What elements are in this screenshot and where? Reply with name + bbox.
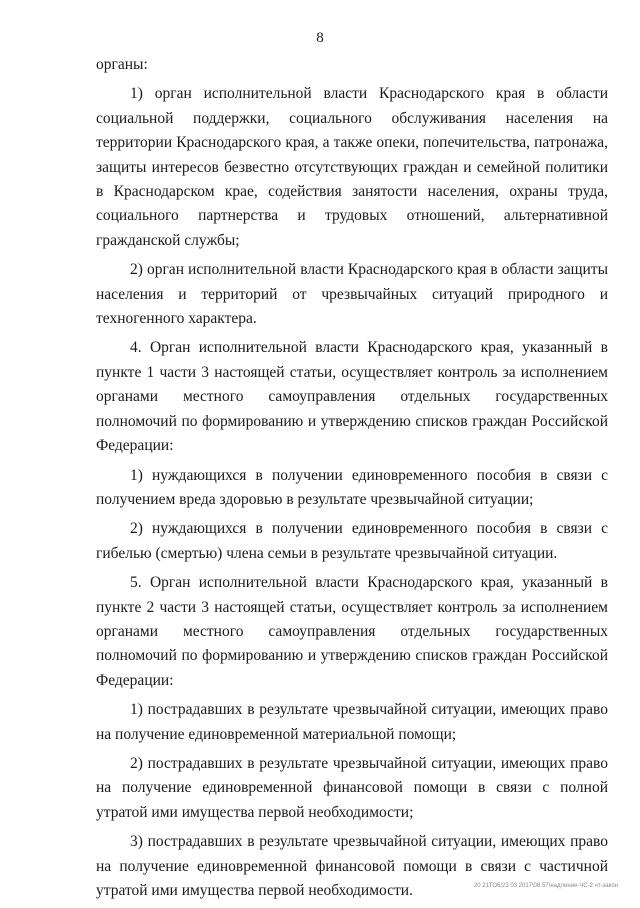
paragraph-item-1-social-authority: 1) орган исполнительной власти Краснодарского края в области социальной поддержки, социального обслуживания населения на территории Краснодарского края, а также опеки, попечительства, патронажа, защиты интересов безвестно отсутствующих граждан и семейной политики в Краснодарском крае, содействия занятости населения, охраны труда, социального партнерства и трудовых отношений, альтернативной гражданской службы;: [96, 85, 608, 249]
paragraph-clause-5-item-2: 2) пострадавших в результате чрезвычайной ситуации, имеющих право на получение единовременной финансовой помощи в связи с полной утратой ими имущества первой необходимости;: [96, 754, 608, 821]
paragraph-item-2-emergency-authority: 2) орган исполнительной власти Краснодарского края в области защиты населения и территорий от чрезвычайных ситуаций природного и техногенного характера.: [96, 261, 608, 328]
paragraph-continuation: органы:: [96, 56, 148, 73]
document-body: [96, 53, 608, 908]
paragraph-clause-4: 4. Орган исполнительной власти Краснодарского края, указанный в пункте 1 части 3 настоящей статьи, осуществляет контроль за исполнением органами местного самоуправления отдельных государственных полномочий по формированию и утверждению списков граждан Российской Федерации:: [96, 339, 608, 455]
file-path-footer: 20 21ТО6/23 03 2017\08 57\надление-ЧС-2 чт-закон: [473, 883, 618, 889]
paragraph-clause-4-item-1: 1) нуждающихся в получении единовременного пособия в связи с получением вреда здоровью в результате чрезвычайной ситуации;: [96, 466, 608, 508]
paragraph-clause-5-item-3: 3) пострадавших в результате чрезвычайной ситуации, имеющих право на получение единовременной финансовой помощи в связи с частичной утратой ими имущества первой необходимости.: [96, 833, 608, 899]
page-number: 8: [316, 30, 324, 46]
paragraph-clause-5-item-1: 1) пострадавших в результате чрезвычайной ситуации, имеющих право на получение единовременной материальной помощи;: [96, 701, 608, 743]
paragraph-clause-4-item-2: 2) нуждающихся в получении единовременного пособия в связи с гибелью (смертью) члена семьи в результате чрезвычайной ситуации.: [96, 520, 608, 562]
paragraph-clause-5: 5. Орган исполнительной власти Краснодарского края, указанный в пункте 2 части 3 настоящей статьи, осуществляет контроль за исполнением органами местного самоуправления отдельных государственных полномочий по формированию и утверждению списков граждан Российской Федерации:: [96, 574, 608, 689]
